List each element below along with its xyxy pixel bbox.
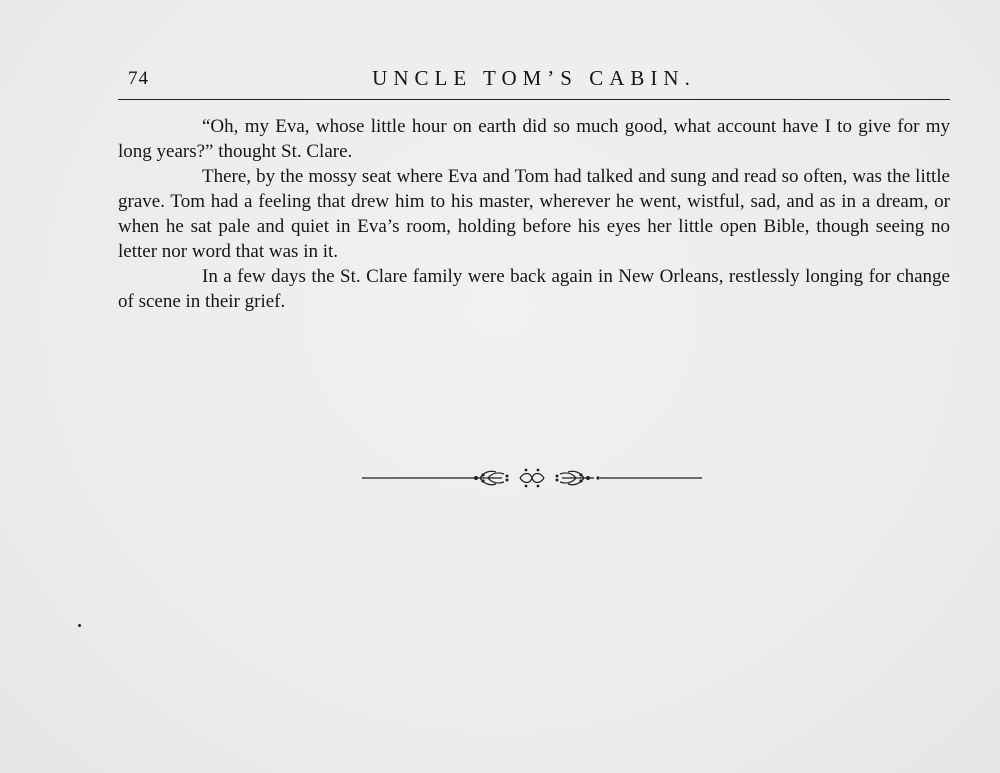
page-header: [118, 66, 950, 100]
running-title: UNCLE TOM’S CABIN.: [372, 66, 696, 90]
page-number: 74: [128, 68, 149, 89]
floral-divider-icon: [362, 466, 702, 490]
body-text: [118, 114, 950, 314]
paragraph-3: In a few days the St. Clare family were back again in New Orleans, restlessly longing for change of scene in their grief.: [118, 266, 950, 312]
ink-speck: [78, 624, 81, 627]
paragraph-1: “Oh, my Eva, whose little hour on earth did so much good, what account have I to give for my long years?” thought St. Clare.: [118, 116, 950, 162]
paragraph-2: There, by the mossy seat where Eva and Tom had talked and sung and read so often, was the little grave. Tom had a feeling that drew him to his master, wherever he went, wistful, sad, and as in a dream, or when he sat pale and quiet in Eva’s room, holding before his eyes her little open Bible, though seeing no letter nor word that was in it.: [118, 166, 950, 262]
header-rule: [118, 99, 950, 100]
